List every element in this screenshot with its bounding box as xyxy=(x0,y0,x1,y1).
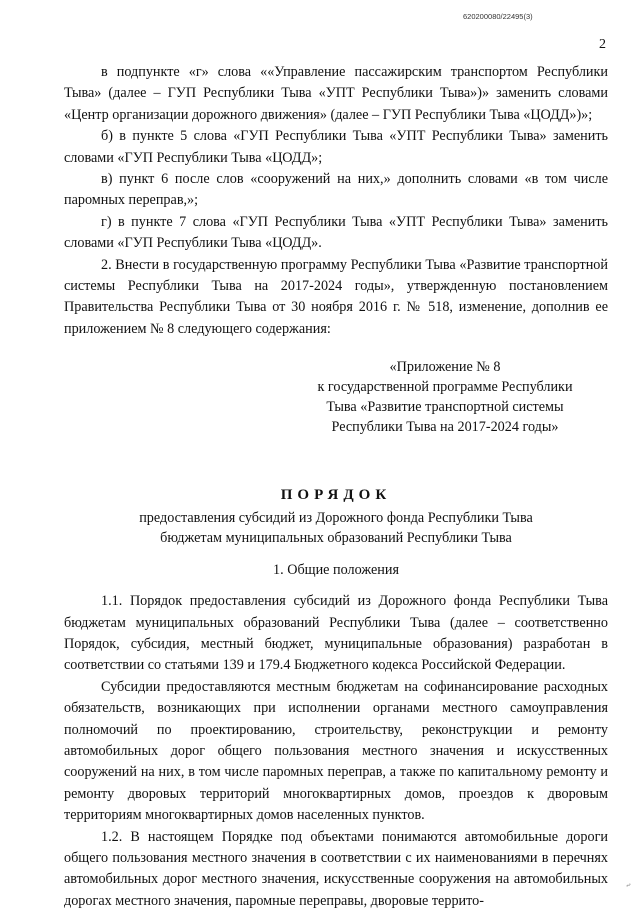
order-subtitle-line: предоставления субсидий из Дорожного фонда Республики Тыва xyxy=(139,509,533,526)
appendix-reference xyxy=(284,357,606,437)
appendix-line: «Приложение № 8 xyxy=(389,359,501,376)
appendix-line: к государственной программе Республики xyxy=(317,379,573,396)
paragraph-item-2: 2. Внести в государственную программу Республики Тыва «Развитие транспортной системы Республики Тыва на 2017-2024 годы», утвержденную постановлением Правительства Республики Тыва от 30 ноября 2016 г. № 518, изменение, дополнив ее приложением № 8 следующего содержания: xyxy=(64,256,608,337)
scan-mark: ~ xyxy=(623,879,634,891)
paragraph-subpoint-g2: г) в пункте 7 слова «ГУП Республики Тыва «УПТ Республики Тыва» заменить словами «ГУП Республики Тыва «ЦОДД». xyxy=(64,213,608,252)
appendix-line: Республики Тыва на 2017-2024 годы» xyxy=(331,419,559,436)
paragraph-1-1: 1.1. Порядок предоставления субсидий из Дорожного фонда Республики Тыва бюджетам муниципальных образований Республики Тыва (далее – соответственно Порядок, субсидия, местный бюджет, муниципальные образования) разработан в соответствии со статьями 139 и 179.4 Бюджетного кодекса Российской Федерации. xyxy=(64,593,608,674)
paragraph-subsidies: Субсидии предоставляются местным бюджетам на софинансирование расходных обязательств, возникающих при исполнении органами местного самоуправления полномочий по проектированию, строительству, реконструкции и ремонту автомобильных дорог общего пользования местного значения и искусственных сооружений на них, в том числе паромных переправ, а также по капитальному ремонту и ремонту дворовых территорий многоквартирных домов, проездов к дворовым территориям многоквартирных домов населенных пунктов. xyxy=(64,678,608,824)
document-body xyxy=(64,62,608,912)
page-number: 2 xyxy=(599,37,606,52)
document-code: 620200080/22495(3) xyxy=(463,12,533,21)
paragraph-1-2: 1.2. В настоящем Порядке под объектами понимаются автомобильные дороги общего пользования местного значения в соответствии с их наименованиями в перечнях автомобильных дорог местного значения, искусственные сооружения на автомобильных дорогах местного значения, паромные переправы, дворовые террито- xyxy=(64,828,608,909)
paragraph-subpoint-v: в) пункт 6 после слов «сооружений на них,» дополнить словами «в том числе паромных переправ,»; xyxy=(64,171,608,209)
appendix-line: Тыва «Развитие транспортной системы xyxy=(326,399,564,416)
paragraph-subpoint-g: в подпункте «г» слова ««Управление пассажирским транспортом Республики Тыва» (далее – ГУП Республики Тыва «УПТ Республики Тыва»)» заменить словами «Центр организации дорожного движения» (далее – ГУП Республики Тыва «ЦОДД»)»; xyxy=(64,64,608,123)
order-subtitle xyxy=(64,508,608,548)
section-heading: 1. Общие положения xyxy=(273,561,399,578)
order-title: ПОРЯДОК xyxy=(280,487,392,504)
order-subtitle-line: бюджетам муниципальных образований Республики Тыва xyxy=(160,529,512,546)
paragraph-subpoint-b: б) в пункте 5 слова «ГУП Республики Тыва «УПТ Республики Тыва» заменить словами «ГУП Республики Тыва «ЦОДД»; xyxy=(64,128,608,166)
